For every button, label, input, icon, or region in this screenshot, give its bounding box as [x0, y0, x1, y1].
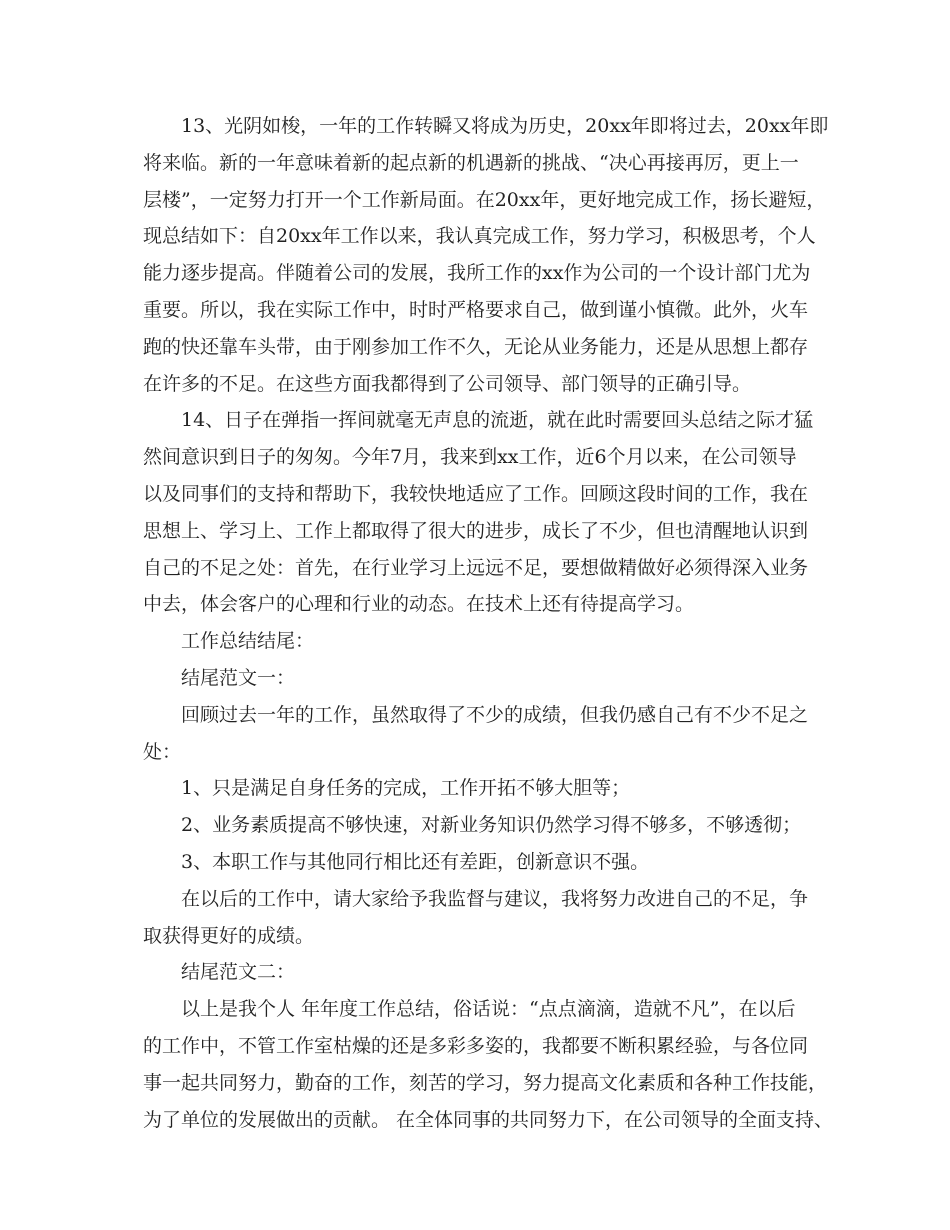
text-line: 然间意识到日子的匆匆。今年7月，我来到xx工作，近6个月以来，在公司领导: [143, 446, 797, 469]
text-line: 的工作中，不管工作室枯燥的还是多彩多姿的，我都要不断积累经验，与各位同: [143, 1034, 809, 1057]
text-line: 13、光阴如梭，一年的工作转瞬又将成为历史，20xx年即将过去，20xx年即: [181, 115, 829, 137]
text-line: 跑的快还靠车头带，由于刚参加工作不久，无论从业务能力，还是从思想上都存: [143, 335, 809, 358]
text-line: 在许多的不足。在这些方面我都得到了公司领导、部门领导的正确引导。: [143, 372, 752, 395]
text-line: 重要。所以，我在实际工作中，时时严格要求自己，做到谨小慎微。此外，火车: [143, 298, 809, 321]
text-line: 3、本职工作与其他同行相比还有差距，创新意识不强。: [181, 850, 650, 873]
text-line: 以上是我个人 年年度工作总结，俗话说：“点点滴滴，造就不凡”，在以后: [181, 998, 796, 1021]
text-line: 现总结如下：自20xx年工作以来，我认真完成工作，努力学习，积极思考，个人: [143, 225, 816, 248]
text-line: 结尾范文二：: [181, 961, 296, 984]
text-line: 在以后的工作中，请大家给予我监督与建议，我将努力改进自己的不足，争: [181, 887, 809, 910]
text-line: 14、日子在弹指一挥间就毫无声息的流逝，就在此时需要回头总结之际才猛: [181, 409, 814, 432]
text-line: 以及同事们的支持和帮助下，我较快地适应了工作。回顾这段时间的工作，我在: [143, 482, 809, 505]
text-line: 自己的不足之处：首先，在行业学习上远远不足，要想做精做好必须得深入业务: [143, 556, 809, 579]
text-line: 事一起共同努力，勤奋的工作，刻苦的学习，努力提高文化素质和各种工作技能，: [143, 1071, 828, 1094]
text-line: 能力逐步提高。伴随着公司的发展，我所工作的xx作为公司的一个设计部门尤为: [143, 262, 811, 285]
text-line: 中去，体会客户的心理和行业的动态。在技术上还有待提高学习。: [143, 593, 695, 616]
text-line: 将来临。新的一年意味着新的起点新的机遇新的挑战、“决心再接再厉，更上一: [143, 151, 799, 174]
text-line: 处：: [143, 740, 182, 763]
text-line: 结尾范文一：: [181, 666, 296, 689]
document-body: [143, 108, 833, 1138]
text-line: 取获得更好的成绩。: [143, 924, 315, 947]
text-line: 2、业务素质提高不够快速，对新业务知识仍然学习得不够多，不够透彻；: [181, 814, 802, 837]
text-line: 层楼”，一定努力打开一个工作新局面。在20xx年，更好地完成工作，扬长避短，: [143, 188, 826, 211]
text-line: 为了单位的发展做出的贡献。 在全体同事的共同努力下，在公司领导的全面支持、: [143, 1108, 834, 1131]
text-line: 1、只是满足自身任务的完成，工作开拓不够大胆等；: [181, 777, 631, 800]
text-line: 回顾过去一年的工作，虽然取得了不少的成绩，但我仍感自己有不少不足之: [181, 703, 809, 726]
text-line: 思想上、学习上、工作上都取得了很大的进步，成长了不少，但也清醒地认识到: [143, 519, 809, 542]
text-line: 工作总结结尾：: [181, 630, 315, 653]
